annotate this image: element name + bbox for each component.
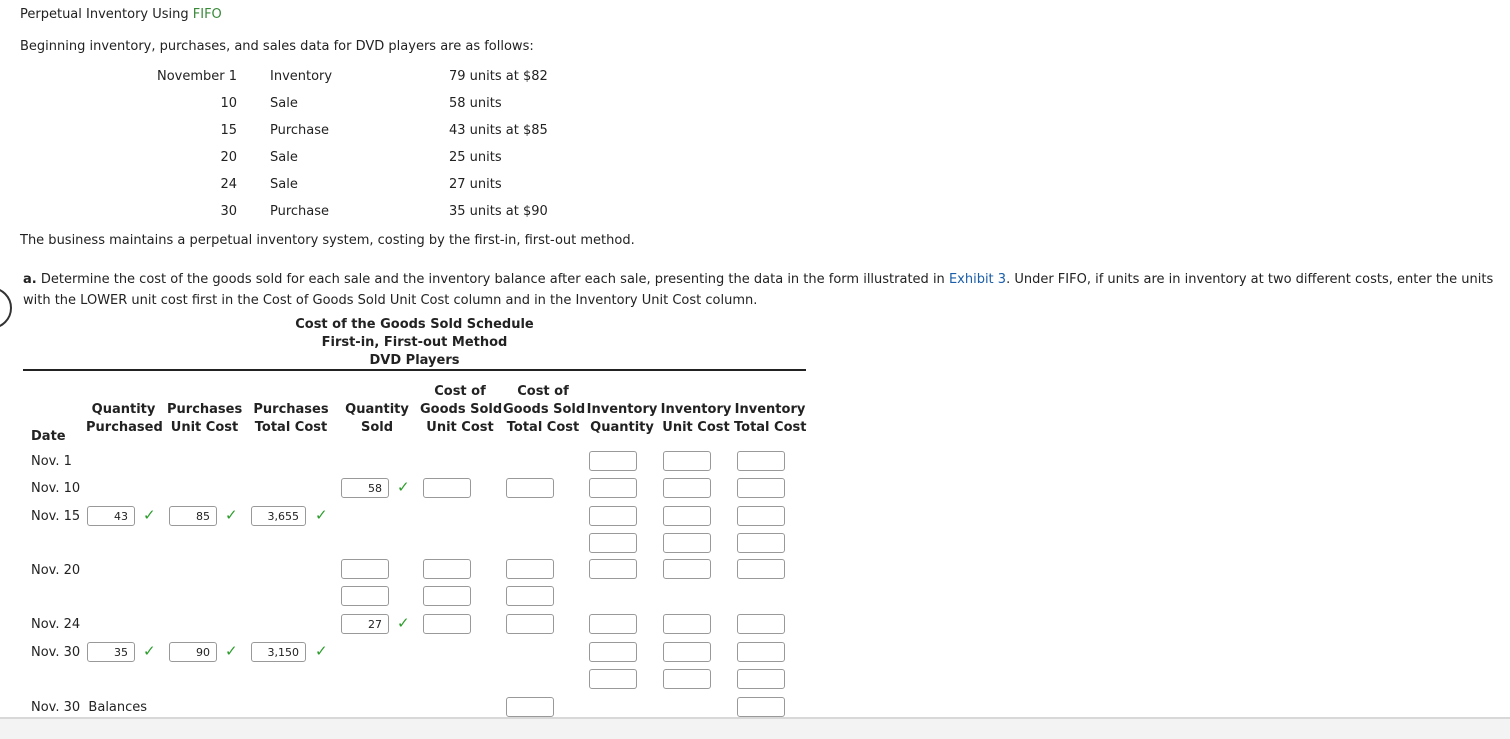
transaction-row [0,150,700,170]
transaction-row [0,69,700,89]
col-date: Date [31,429,66,444]
col-purch-unit-cost [167,401,242,437]
col-qty-purchased-l1: Quantity [91,402,156,417]
transaction-row [0,204,700,224]
row-label-balances: Nov. 30 Balances [31,700,148,715]
nov10-inv-unit-cost-input[interactable] [663,478,711,498]
col-inv-unit-cost-l1: Inventory [660,402,732,417]
nov20-cogs-total-cost-input-2[interactable] [506,586,554,606]
schedule-title: Cost of the Goods Sold Schedule [295,317,534,332]
transaction-detail: 35 units at $90 [449,204,548,219]
col-purch-total-cost-l2: Total Cost [254,420,328,435]
nov20-inv-total-cost-input[interactable] [737,559,785,579]
nov15-purch-total-cost-input[interactable]: 3,655 [251,506,306,526]
nov30-inv-total-cost-input-1[interactable] [737,642,785,662]
schedule-method: First-in, First-out Method [321,335,508,350]
status-circle-icon [0,287,12,329]
transaction-type: Inventory [270,69,333,84]
title-highlight: FIFO [192,7,222,22]
balances-inv-total-cost-input[interactable] [737,697,785,717]
row-label-nov10: Nov. 10 [31,481,81,496]
bottom-scrollbar[interactable] [0,717,1510,739]
nov20-qty-sold-input-1[interactable] [341,559,389,579]
nov20-cogs-unit-cost-input-1[interactable] [423,559,471,579]
nov20-qty-sold-input-2[interactable] [341,586,389,606]
nov10-inv-qty-input[interactable] [589,478,637,498]
part-a-label: a. [23,272,37,287]
nov30-purch-total-cost-check-icon: ✓ [315,642,328,660]
col-inv-total-cost [734,401,806,437]
col-cogs-total-cost-l3: Total Cost [506,420,580,435]
nov30-qty-purchased-check-icon: ✓ [143,642,156,660]
transaction-row [0,177,700,197]
intro-text: Beginning inventory, purchases, and sales data for DVD players are as follows: [20,39,534,54]
part-a-instructions [23,269,1508,311]
nov24-inv-total-cost-input[interactable] [737,614,785,634]
nov15-qty-purchased-check-icon: ✓ [143,506,156,524]
col-inv-unit-cost-l2: Unit Cost [662,420,730,435]
nov30-inv-unit-cost-input-1[interactable] [663,642,711,662]
col-qty-sold-l1: Quantity [345,402,409,417]
transaction-type: Sale [270,150,298,165]
nov30-inv-qty-input-1[interactable] [589,642,637,662]
nov20-cogs-total-cost-input-1[interactable] [506,559,554,579]
nov15-inv-qty-input-1[interactable] [589,506,637,526]
nov30-purch-unit-cost-input[interactable]: 90 [169,642,217,662]
nov24-inv-qty-input[interactable] [589,614,637,634]
transaction-date: November 1 [156,69,237,84]
col-cogs-unit-cost-l3: Unit Cost [426,420,494,435]
transaction-row [0,123,700,143]
col-inv-qty-l1: Inventory [586,402,658,417]
nov10-cogs-unit-cost-input[interactable] [423,478,471,498]
nov15-inv-total-cost-input-1[interactable] [737,506,785,526]
nov30-inv-qty-input-2[interactable] [589,669,637,689]
exhibit-3-link[interactable]: Exhibit 3 [948,272,1007,287]
nov1-inv-unit-cost-input[interactable] [663,451,711,471]
col-cogs-total-cost-l1: Cost of [517,384,569,399]
nov10-qty-sold-input[interactable]: 58 [341,478,389,498]
col-inv-qty [586,401,658,437]
transaction-date: 10 [220,96,237,111]
transaction-type: Sale [270,96,298,111]
col-purch-total-cost-l1: Purchases [253,402,329,417]
nov10-inv-total-cost-input[interactable] [737,478,785,498]
transaction-detail: 27 units [449,177,502,192]
nov1-inv-qty-input[interactable] [589,451,637,471]
nov15-inv-qty-input-2[interactable] [589,533,637,553]
nov10-qty-sold-check-icon: ✓ [397,478,410,496]
schedule-divider [23,369,806,371]
nov1-inv-total-cost-input[interactable] [737,451,785,471]
transaction-date: 15 [220,123,237,138]
nov24-cogs-unit-cost-input[interactable] [423,614,471,634]
col-cogs-unit-cost-l1: Cost of [434,384,486,399]
nov15-inv-total-cost-input-2[interactable] [737,533,785,553]
col-purch-unit-cost-l1: Purchases [167,402,243,417]
col-inv-unit-cost [660,401,732,437]
balances-cogs-total-cost-input[interactable] [506,697,554,717]
schedule-product: DVD Players [369,353,460,368]
part-a-text-2: . Under FIFO, if units are in inventory at two different costs, enter the units with the LOWER unit cost first in the Cost of Goods Sold Unit Cost column and in the Inventory Unit Cost column. [23,272,1494,308]
transaction-detail: 43 units at $85 [449,123,548,138]
row-label-nov30: Nov. 30 [31,645,81,660]
col-qty-purchased [86,401,161,437]
col-qty-sold-l2: Sold [360,420,394,435]
col-inv-total-cost-l1: Inventory [734,402,806,417]
nov30-qty-purchased-input[interactable]: 35 [87,642,135,662]
nov15-inv-unit-cost-input-1[interactable] [663,506,711,526]
nov24-cogs-total-cost-input[interactable] [506,614,554,634]
transaction-type: Purchase [270,204,330,219]
col-inv-qty-l2: Quantity [590,420,654,435]
row-label-nov1: Nov. 1 [31,454,72,469]
nov20-inv-qty-input[interactable] [589,559,637,579]
transaction-type: Purchase [270,123,330,138]
col-cogs-total-cost [503,383,586,437]
nov30-purch-unit-cost-check-icon: ✓ [225,642,238,660]
nov24-inv-unit-cost-input[interactable] [663,614,711,634]
col-cogs-unit-cost [420,383,503,437]
system-text: The business maintains a perpetual inventory system, costing by the first-in, first-out method. [20,233,635,248]
transaction-detail: 25 units [449,150,502,165]
nov30-inv-total-cost-input-2[interactable] [737,669,785,689]
nov24-qty-sold-check-icon: ✓ [397,614,410,632]
col-cogs-unit-cost-l2: Goods Sold [420,402,503,417]
nov10-cogs-total-cost-input[interactable] [506,478,554,498]
row-label-nov24: Nov. 24 [31,617,81,632]
nov15-inv-unit-cost-input-2[interactable] [663,533,711,553]
transaction-date: 24 [220,177,237,192]
nov15-purch-total-cost-check-icon: ✓ [315,506,328,524]
transaction-type: Sale [270,177,298,192]
col-cogs-total-cost-l2: Goods Sold [503,402,586,417]
transaction-date: 20 [220,150,237,165]
nov15-purch-unit-cost-input[interactable]: 85 [169,506,217,526]
col-purch-total-cost [250,401,332,437]
transaction-date: 30 [220,204,237,219]
transaction-detail: 79 units at $82 [449,69,548,84]
transaction-detail: 58 units [449,96,502,111]
part-a-text-1: Determine the cost of the goods sold for each sale and the inventory balance after each sale, presenting the data in the form illustrated in [36,272,949,287]
col-inv-total-cost-l2: Total Cost [734,420,807,435]
col-qty-sold [342,401,412,437]
row-label-nov15: Nov. 15 [31,509,81,524]
nov24-qty-sold-input[interactable]: 27 [341,614,389,634]
col-purch-unit-cost-l2: Unit Cost [170,420,239,435]
row-label-nov20: Nov. 20 [31,563,81,578]
nov30-purch-total-cost-input[interactable]: 3,150 [251,642,306,662]
col-qty-purchased-l2: Purchased [86,420,163,435]
nov15-qty-purchased-input[interactable]: 43 [87,506,135,526]
nov30-inv-unit-cost-input-2[interactable] [663,669,711,689]
page-title [20,7,222,22]
nov20-inv-unit-cost-input[interactable] [663,559,711,579]
nov15-purch-unit-cost-check-icon: ✓ [225,506,238,524]
nov20-cogs-unit-cost-input-2[interactable] [423,586,471,606]
title-prefix: Perpetual Inventory Using [20,7,193,22]
transaction-row [0,96,700,116]
